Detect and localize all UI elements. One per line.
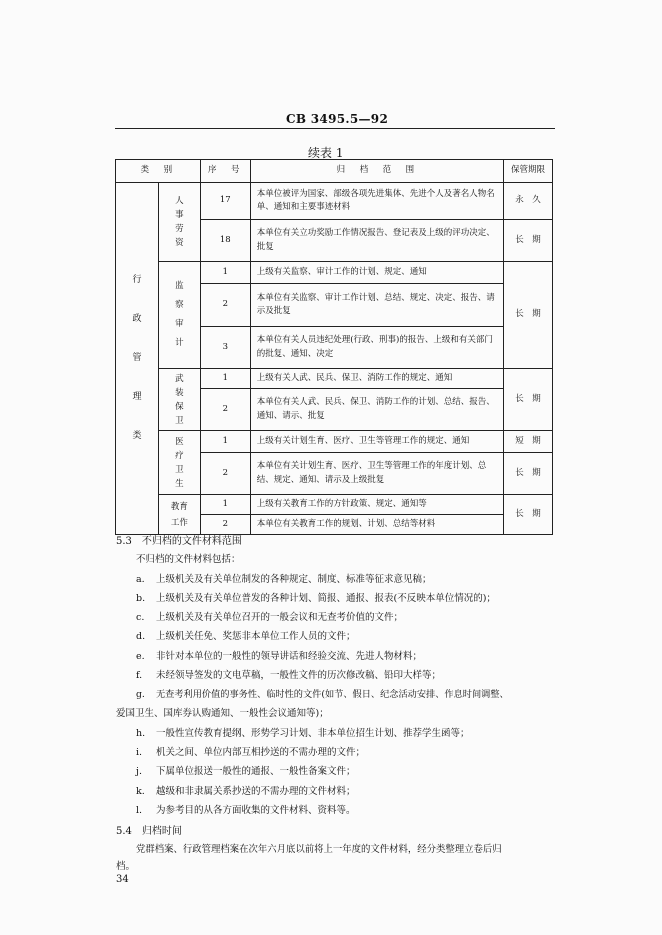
row-period: 短 期 [504, 431, 553, 453]
row-period: 长 期 [504, 369, 553, 431]
row-scope: 本单位有关人员违纪处理(行政、刑事)的报告、上级和有关部门的批复、通知、决定 [250, 327, 503, 369]
row-period: 永 久 [504, 183, 553, 220]
row-period: 长 期 [504, 453, 553, 495]
standard-number: CB 3495.5—92 [286, 112, 389, 126]
row-scope: 上级有关计划生育、医疗、卫生等管理工作的规定、通知 [250, 431, 503, 453]
row-scope: 本单位有关监察、审计工作计划、总结、规定、决定、报告、请示及批复 [250, 284, 503, 327]
row-scope: 上级有关教育工作的方针政策、规定、通知等 [250, 495, 503, 515]
list-item: h. 一般性宣传教育提纲、形势学习计划、非本单位招生计划、推荐学生函等； [136, 728, 470, 739]
table-row [116, 262, 553, 284]
row-no: 1 [200, 262, 250, 284]
section-5-3-intro: 不归档的文件材料包括： [136, 554, 241, 565]
row-no: 1 [200, 431, 250, 453]
archive-scope-table [115, 159, 553, 535]
page-number: 34 [116, 874, 129, 885]
section-5-4-title: 5.4 归档时间 [116, 826, 182, 837]
table-continued-title: 续表 1 [308, 146, 344, 160]
list-item: f. 未经领导签发的文电草稿，一般性文件的历次修改稿、铅印大样等； [136, 670, 442, 681]
row-no: 2 [200, 515, 250, 535]
row-no: 17 [200, 183, 250, 220]
table-row [116, 183, 553, 220]
table-row [116, 431, 553, 453]
group-name: 教育 工作 [158, 495, 200, 535]
section-5-4-continuation: 档。 [116, 861, 136, 872]
table-row [116, 369, 553, 389]
header-period: 保管期限 [504, 160, 553, 183]
row-period: 长 期 [504, 262, 553, 369]
list-item: i. 机关之间、单位内部互相抄送的不需办理的文件； [136, 747, 366, 758]
row-no: 2 [200, 453, 250, 495]
header-category: 类 别 [116, 160, 201, 183]
row-scope: 本单位有关教育工作的规划、计划、总结等材料 [250, 515, 503, 535]
row-no: 2 [200, 284, 250, 327]
list-item-continuation: 爱国卫生、国库券认购通知、一般性会议通知等)； [116, 708, 329, 719]
table-header-row [116, 160, 553, 183]
group-name: 医 疗 卫 生 [158, 431, 200, 495]
row-scope: 本单位被评为国家、部级各项先进集体、先进个人及著名人物名单、通知和主要事迹材料 [250, 183, 503, 220]
list-item: g. 无查考利用价值的事务性、临时性的文件(如节、假日、纪念活动安排、作息时间调整、 [136, 689, 509, 700]
group-name: 武 装 保 卫 [158, 369, 200, 431]
list-item: c. 上级机关及有关单位召开的一般会议和无查考价值的文件； [136, 612, 404, 623]
row-scope: 本单位有关立功奖励工作情况报告、登记表及上级的评功决定、批复 [250, 220, 503, 262]
row-period: 长 期 [504, 495, 553, 535]
list-item: j. 下属单位报送一般性的通报、一般性备案文件； [136, 766, 356, 777]
main-category: 行 政 管 理 类 [116, 183, 159, 535]
row-period: 长 期 [504, 220, 553, 262]
list-item: b. 上级机关及有关单位普发的各种计划、简报、通报、报表(不反映本单位情况的)； [136, 593, 496, 604]
row-no: 2 [200, 389, 250, 431]
row-no: 3 [200, 327, 250, 369]
row-no: 18 [200, 220, 250, 262]
table-row [116, 495, 553, 515]
row-scope: 本单位有关人武、民兵、保卫、消防工作的计划、总结、报告、通知、请示、批复 [250, 389, 503, 431]
row-scope: 上级有关人武、民兵、保卫、消防工作的规定、通知 [250, 369, 503, 389]
list-item: l. 为参考目的从各方面收集的文件材料、资料等。 [136, 805, 356, 816]
row-no: 1 [200, 369, 250, 389]
row-scope: 本单位有关计划生育、医疗、卫生等管理工作的年度计划、总结、规定、通知、请示及上级批复 [250, 453, 503, 495]
list-item: k. 越级和非隶属关系抄送的不需办理的文件材料； [136, 786, 356, 797]
header-scope: 归 档 范 围 [250, 160, 503, 183]
list-item: a. 上级机关及有关单位制发的各种规定、制度、标准等征求意见稿； [136, 574, 432, 585]
row-scope: 上级有关监察、审计工作的计划、规定、通知 [250, 262, 503, 284]
group-name: 监 察 审 计 [158, 262, 200, 369]
header-rule [115, 128, 555, 129]
section-5-4-text: 党群档案、行政管理档案在次年六月底以前将上一年度的文件材料，经分类整理立卷后归 [136, 844, 502, 855]
list-item: e. 非针对本单位的一般性的领导讲话和经验交流、先进人物材料； [136, 651, 423, 662]
row-no: 1 [200, 495, 250, 515]
section-5-3-title: 5.3 不归档的文件材料范围 [116, 536, 242, 547]
header-no: 序 号 [200, 160, 250, 183]
group-name: 人 事 劳 资 [158, 183, 200, 262]
list-item: d. 上级机关任免、奖惩非本单位工作人员的文件； [136, 631, 356, 642]
